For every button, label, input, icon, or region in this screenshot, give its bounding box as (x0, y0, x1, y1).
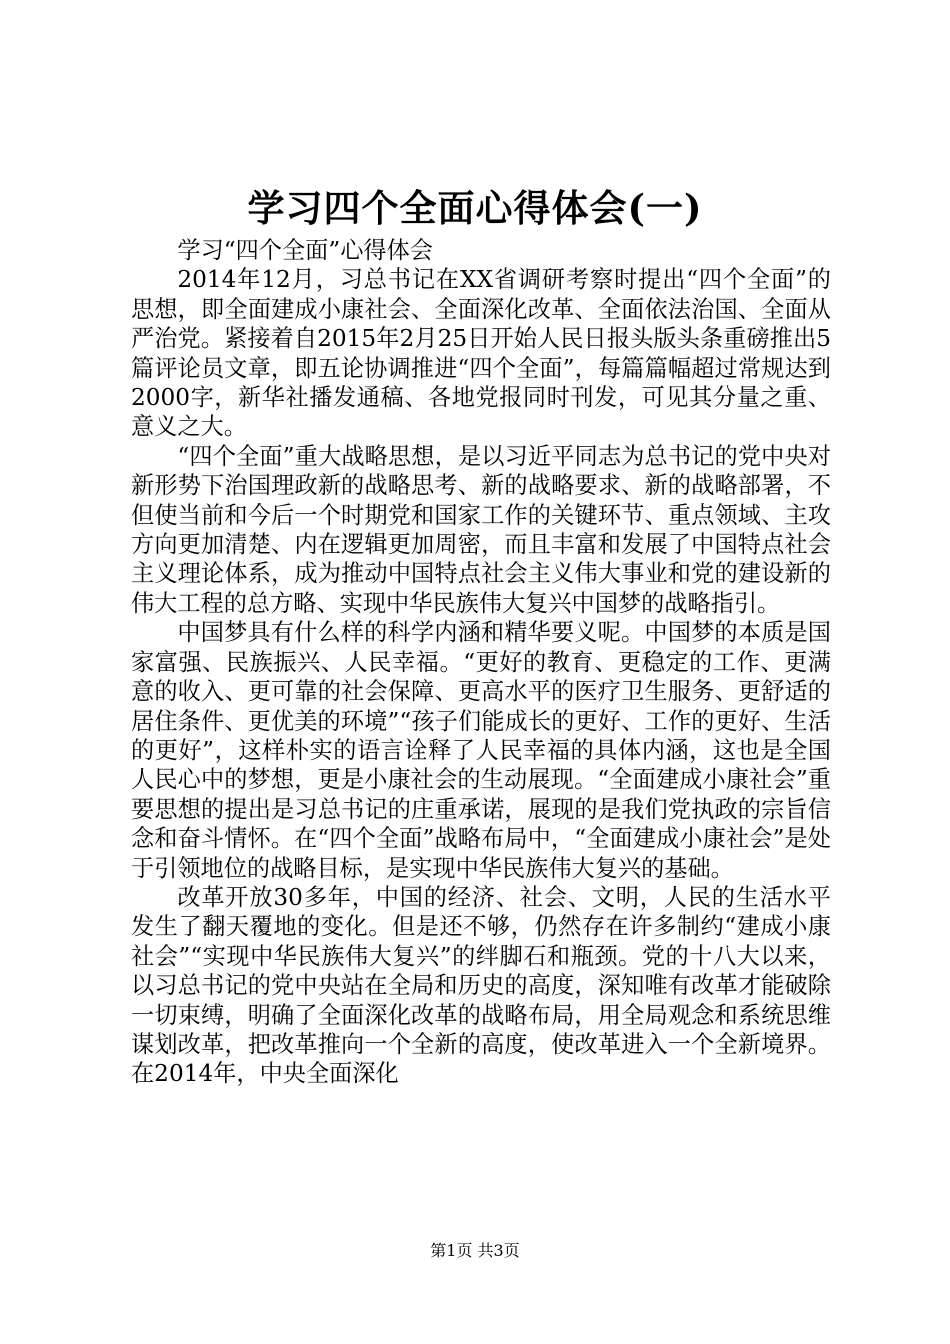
body-paragraph: “四个全面”重大战略思想，是以习近平同志为总书记的党中央对新形势下治国理政新的战略思考、新的战略要求、新的战略部署，不但使当前和今后一个时期党和国家工作的关键环节、重点领域、主攻方向更加清楚、内在逻辑更加周密，而且丰富和发展了中国特点社会主义理论体系，成为推动中国特点社会主义伟大事业和党的建设新的伟大工程的总方略、实现中华民族伟大复兴中国梦的战略指引。 (131, 442, 831, 617)
body-paragraph: 改革开放30多年，中国的经济、社会、文明，人民的生活水平发生了翻天覆地的变化。但是还不够，仍然存在许多制约“建成小康社会”“实现中华民族伟大复兴”的绊脚石和瓶颈。党的十八大以来，以习总书记的党中央站在全局和历史的高度，深知唯有改革才能破除一切束缚，明确了全面深化改革的战略布局，用全局观念和系统思维谋划改革，把改革推向一个全新的高度，使改革进入一个全新境界。在2014年，中央全面深化 (131, 883, 831, 1088)
document-title: 学习四个全面心得体会(一) (247, 186, 703, 230)
document-body (131, 236, 831, 1089)
body-paragraph: 中国梦具有什么样的科学内涵和精华要义呢。中国梦的本质是国家富强、民族振兴、人民幸福。“更好的教育、更稳定的工作、更满意的收入、更可靠的社会保障、更高水平的医疗卫生服务、更舒适的居住条件、更优美的环境”“孩子们能成长的更好、工作的更好、生活的更好”，这样朴实的语言诠释了人民幸福的具体内涵，这也是全国人民心中的梦想，更是小康社会的生动展现。“全面建成小康社会”重要思想的提出是习总书记的庄重承诺，展现的是我们党执政的宗旨信念和奋斗情怀。在“四个全面”战略布局中，“全面建成小康社会”是处于引领地位的战略目标，是实现中华民族伟大复兴的基础。 (131, 619, 831, 882)
body-paragraph: 2014年12月，习总书记在XX省调研考察时提出“四个全面”的思想，即全面建成小康社会、全面深化改革、全面依法治国、全面从严治党。紧接着自2015年2月25日开始人民日报头版头条重磅推出5篇评论员文章，即五论协调推进“四个全面”，每篇篇幅超过常规达到2000字，新华社播发通稿、各地党报同时刊发，可见其分量之重、意义之大。 (131, 266, 831, 441)
page-number-footer: 第1页 共3页 (430, 1241, 520, 1260)
subtitle-paragraph: 学习“四个全面”心得体会 (177, 237, 433, 264)
